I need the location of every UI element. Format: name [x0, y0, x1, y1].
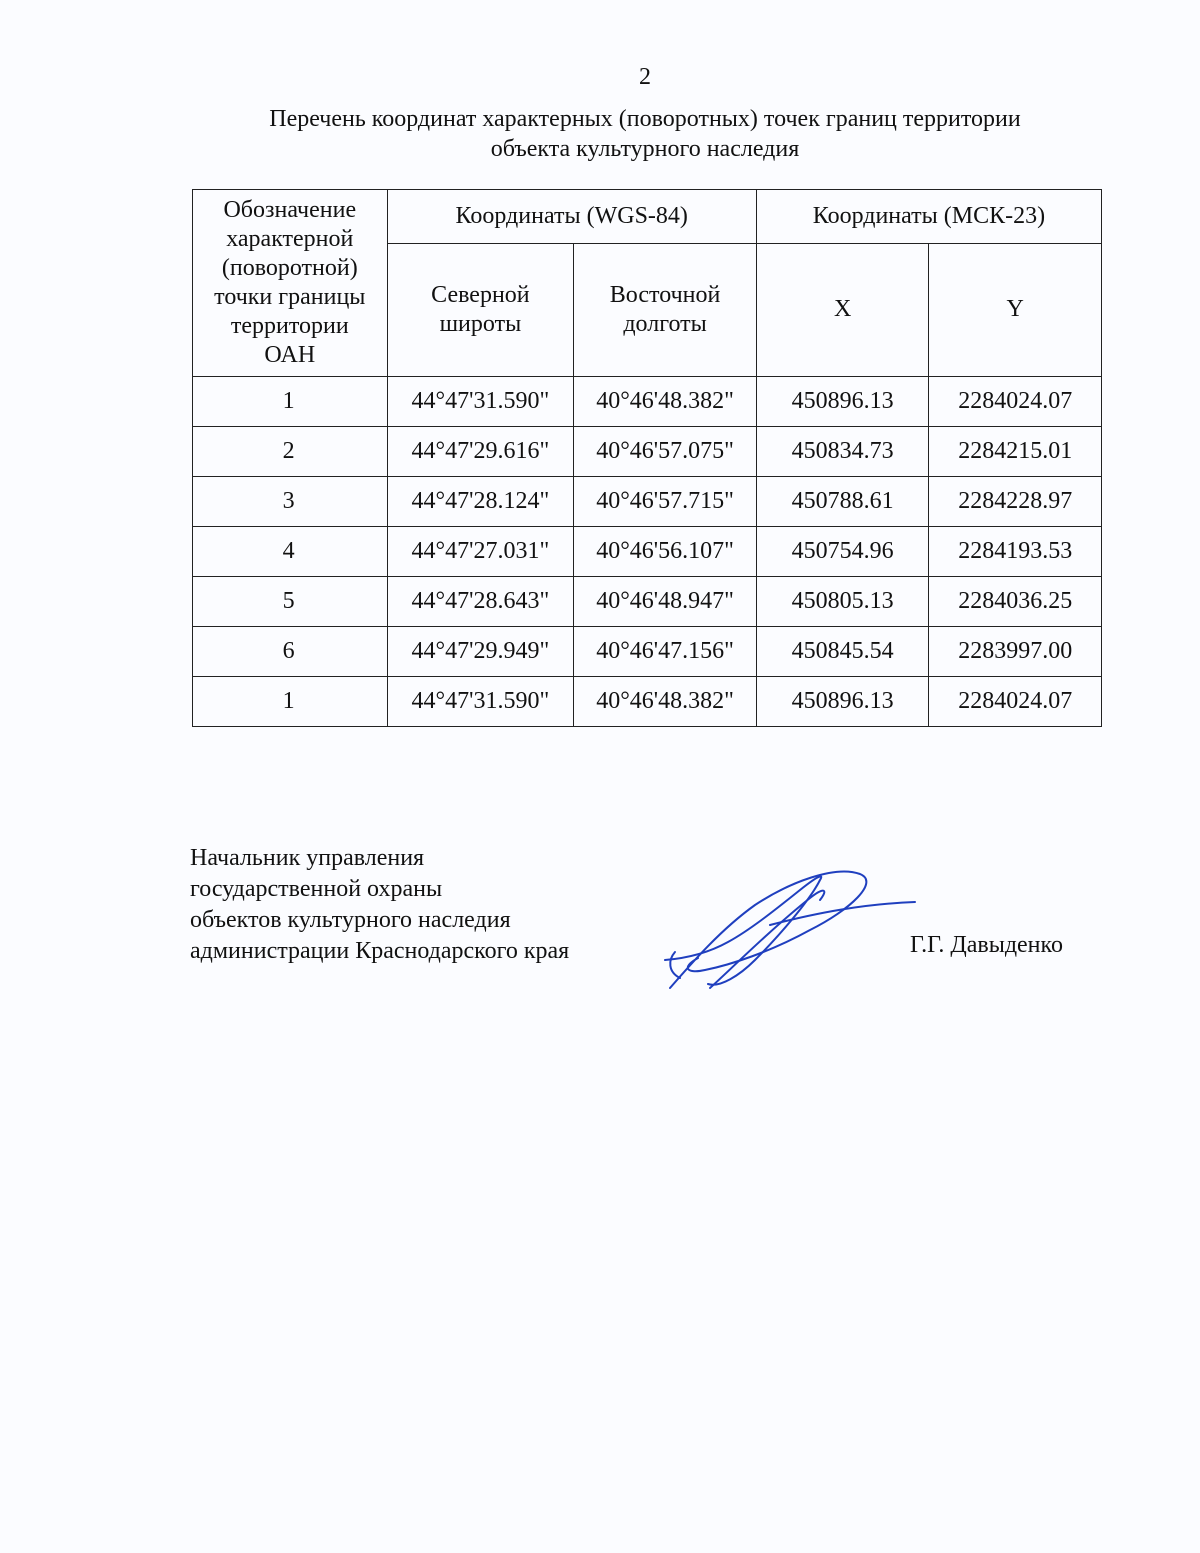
signature-strokes [665, 872, 915, 988]
table-row [193, 627, 1102, 677]
signature-stroke [670, 872, 866, 988]
header-east-line: Восточной [609, 281, 721, 308]
cell-north: 44°47'29.949" [387, 627, 574, 677]
cell-point: 3 [193, 477, 388, 527]
header-designation [193, 190, 388, 377]
position-line: объектов культурного наследия [190, 907, 511, 933]
cell-east: 40°46'57.715" [574, 477, 757, 527]
cell-north: 44°47'28.124" [387, 477, 574, 527]
header-east-longitude [574, 243, 757, 376]
header-designation-line: характерной [226, 226, 354, 252]
title-line-2: объекта культурного наследия [490, 136, 800, 162]
table-row [193, 477, 1102, 527]
position-line: Начальник управления [190, 845, 425, 871]
cell-east: 40°46'48.382" [574, 677, 757, 727]
position-line: государственной охраны [190, 876, 443, 902]
cell-y: 2284024.07 [929, 677, 1102, 727]
signatory-name: Г.Г. Давыденко [910, 932, 1063, 958]
header-designation-line: (поворотной) [221, 255, 358, 281]
cell-north: 44°47'28.643" [387, 577, 574, 627]
table-row [193, 677, 1102, 727]
header-designation-line: ОАН [264, 342, 316, 368]
table-row [193, 527, 1102, 577]
header-y: Y [929, 243, 1102, 376]
cell-north: 44°47'31.590" [387, 377, 574, 427]
cell-point: 1 [193, 377, 388, 427]
cell-east: 40°46'56.107" [574, 527, 757, 577]
table-row [193, 577, 1102, 627]
header-north-line: Северной [431, 281, 530, 308]
header-designation-line: точки границы [214, 284, 366, 310]
cell-east: 40°46'48.947" [574, 577, 757, 627]
cell-point: 1 [193, 677, 388, 727]
document-title [190, 104, 1100, 164]
header-east-line: долготы [623, 310, 707, 337]
cell-y: 2284215.01 [929, 427, 1102, 477]
header-x: X [756, 243, 928, 376]
cell-x: 450834.73 [756, 427, 928, 477]
cell-x: 450845.54 [756, 627, 928, 677]
cell-north: 44°47'31.590" [387, 677, 574, 727]
table-row [193, 377, 1102, 427]
cell-x: 450805.13 [756, 577, 928, 627]
signatory-position [190, 843, 569, 967]
cell-east: 40°46'48.382" [574, 377, 757, 427]
cell-x: 450788.61 [756, 477, 928, 527]
cell-point: 6 [193, 627, 388, 677]
cell-point: 4 [193, 527, 388, 577]
cell-x: 450754.96 [756, 527, 928, 577]
cell-y: 2284024.07 [929, 377, 1102, 427]
handwritten-signature [650, 860, 920, 1000]
cell-north: 44°47'29.616" [387, 427, 574, 477]
cell-x: 450896.13 [756, 377, 928, 427]
cell-y: 2284228.97 [929, 477, 1102, 527]
cell-y: 2283997.00 [929, 627, 1102, 677]
page-number: 2 [639, 64, 651, 90]
signature-stroke [670, 952, 680, 978]
cell-y: 2284036.25 [929, 577, 1102, 627]
header-north-latitude [387, 243, 574, 376]
header-wgs84-group: Координаты (WGS-84) [387, 190, 756, 244]
header-msk23-group: Координаты (МСК-23) [756, 190, 1101, 244]
position-line: администрации Краснодарского края [190, 938, 570, 964]
cell-point: 5 [193, 577, 388, 627]
table-row [193, 427, 1102, 477]
cell-east: 40°46'57.075" [574, 427, 757, 477]
header-designation-line: Обозначение [223, 197, 357, 223]
cell-y: 2284193.53 [929, 527, 1102, 577]
cell-east: 40°46'47.156" [574, 627, 757, 677]
title-line-1: Перечень координат характерных (поворотных) точек границ территории [269, 106, 1021, 132]
signature-stroke [710, 891, 824, 988]
cell-point: 2 [193, 427, 388, 477]
header-north-line: широты [439, 310, 522, 337]
cell-x: 450896.13 [756, 677, 928, 727]
coordinates-table [192, 189, 1102, 727]
header-designation-line: территории [230, 313, 349, 339]
cell-north: 44°47'27.031" [387, 527, 574, 577]
